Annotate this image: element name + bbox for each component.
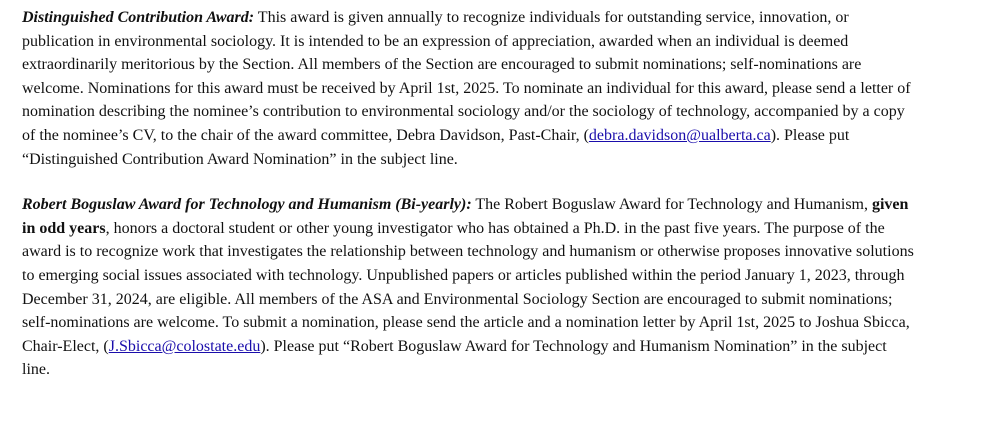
emphasis-text: given: [871, 196, 909, 214]
email-link-debra-davidson[interactable]: debra.davidson@ualberta.ca: [588, 126, 771, 144]
award-title: Distinguished Contribution Award:: [22, 9, 255, 26]
paragraph-line: [22, 335, 994, 359]
paragraph-line: [22, 6, 994, 30]
emphasis-text: in odd years: [22, 219, 106, 237]
paragraph-line: nomination describing the nominee’s contribution to environmental sociology and/or the sociology of technology, accompanied by a copy: [22, 103, 905, 121]
paragraph-line: to emerging social issues associated with technology. Unpublished papers or articles published within the period January 1, 2023, through: [22, 266, 905, 284]
paragraph-line: welcome. Nominations for this award must be received by April 1st, 2025. To nominate an individual for this award, please send a letter of: [22, 79, 911, 97]
paragraph-line: [22, 124, 994, 148]
paragraph-text: ). Please put: [770, 126, 850, 144]
paragraph-text: This award is given annually to recognize individuals for outstanding service, innovation, or: [254, 9, 849, 26]
paragraph-line: award is to recognize work that investigates the relationship between technology and humanism or otherwise proposes innovative solutions: [22, 243, 914, 261]
paragraph-text: , honors a doctoral student or other young investigator who has obtained a Ph.D. in the past five years. The purpose of the: [105, 219, 885, 237]
award-title: Robert Boguslaw Award for Technology and Humanism (Bi-yearly):: [22, 196, 472, 214]
paragraph-text: The Robert Boguslaw Award for Technology and Humanism,: [471, 196, 872, 214]
email-link-joshua-sbicca[interactable]: J.Sbicca@colostate.edu: [108, 337, 261, 355]
paragraph-line: “Distinguished Contribution Award Nomination” in the subject line.: [22, 150, 458, 168]
robert-boguslaw-award-paragraph: [22, 193, 994, 382]
paragraph-line: December 31, 2024, are eligible. All members of the ASA and Environmental Sociology Section are encouraged to submit nominations;: [22, 290, 893, 308]
paragraph-line: publication in environmental sociology. It is intended to be an expression of appreciation, awarded when an individual is deemed: [22, 32, 849, 50]
paragraph-text: Chair-Elect, (: [22, 337, 109, 355]
paragraph-text: of the nominee’s CV, to the chair of the award committee, Debra Davidson, Past-Chair, (: [22, 126, 589, 144]
paragraph-line: line.: [22, 361, 50, 379]
paragraph-line: extraordinarily meritorious by the Section. All members of the Section are encouraged to submit nominations; self-nominations are: [22, 56, 862, 74]
paragraph-text: ). Please put “Robert Boguslaw Award for Technology and Humanism Nomination” in the subject: [260, 337, 887, 355]
paragraph-line: self-nominations are welcome. To submit a nomination, please send the article and a nomination letter by April 1st, 2025 to Joshua Sbicca,: [22, 314, 910, 332]
distinguished-contribution-award-paragraph: [22, 6, 994, 171]
paragraph-line: [22, 193, 994, 217]
paragraph-line: [22, 217, 994, 241]
